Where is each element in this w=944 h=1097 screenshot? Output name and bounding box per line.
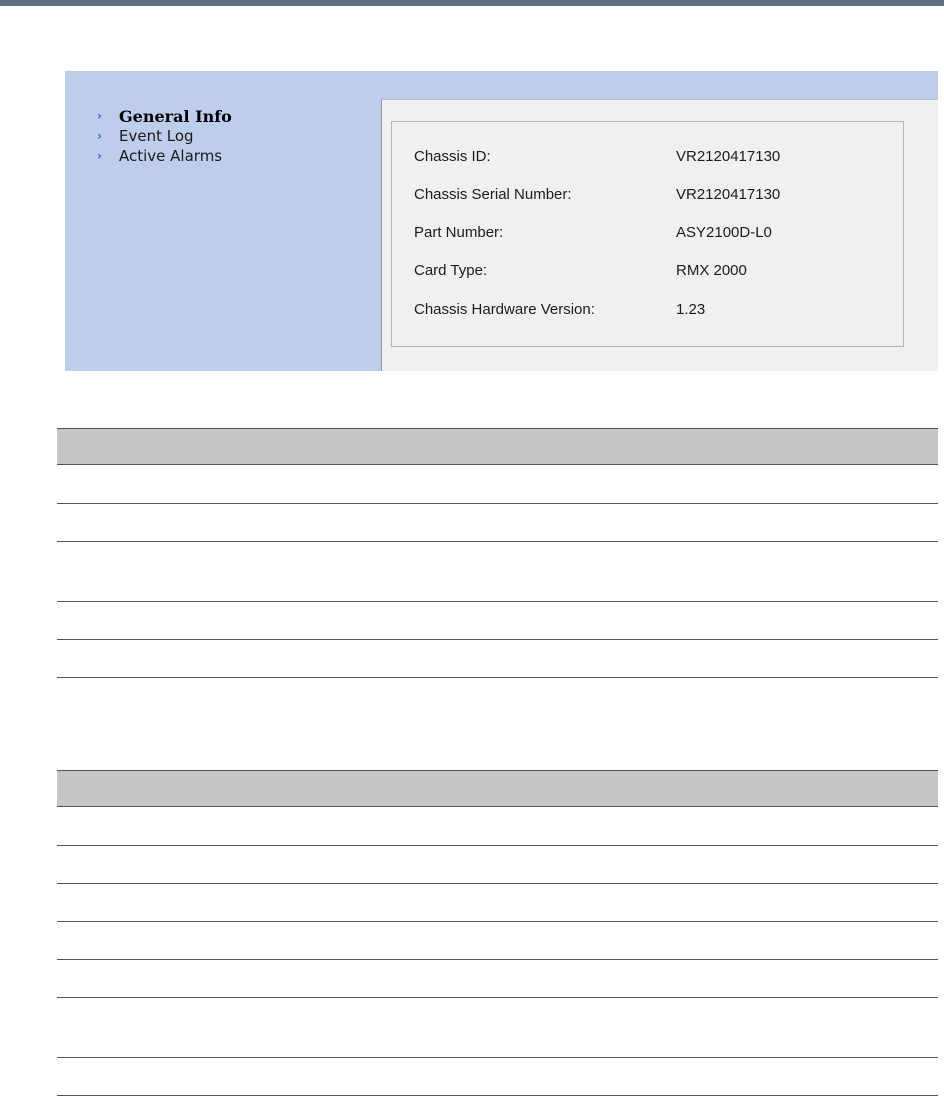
table-1 <box>57 428 938 678</box>
table-2 <box>57 770 938 1096</box>
info-value: ASY2100D-L0 <box>676 224 772 241</box>
table-row <box>57 465 938 504</box>
table-row <box>57 602 938 640</box>
general-info-box <box>391 121 904 347</box>
table-row <box>57 807 938 846</box>
info-value: RMX 2000 <box>676 262 747 279</box>
table-row <box>57 960 938 998</box>
nav-item-active-alarms[interactable] <box>97 146 232 166</box>
info-value: VR2120417130 <box>676 186 781 203</box>
table-row <box>57 846 938 884</box>
top-bar <box>0 0 944 6</box>
table-header <box>57 770 938 807</box>
table-row <box>57 884 938 922</box>
nav-item-label: Active Alarms <box>119 147 223 165</box>
nav-item-label: Event Log <box>119 127 194 145</box>
chevron-right-icon: › <box>97 109 102 123</box>
table-row <box>57 640 938 678</box>
nav-item-event-log[interactable] <box>97 126 232 146</box>
content-pane <box>381 99 938 371</box>
chevron-right-icon: › <box>97 149 102 163</box>
table-row <box>57 504 938 542</box>
info-label: Chassis Hardware Version: <box>414 301 595 318</box>
info-label: Card Type: <box>414 262 488 279</box>
info-label: Chassis Serial Number: <box>414 186 572 203</box>
table-row <box>57 922 938 960</box>
table-row <box>57 1058 938 1096</box>
hardware-monitor-screenshot <box>65 71 938 371</box>
info-label: Chassis ID: <box>414 148 491 165</box>
chevron-right-icon: › <box>97 129 102 143</box>
table-row <box>57 542 938 602</box>
info-value: VR2120417130 <box>676 148 781 165</box>
nav-item-label: General Info <box>119 106 232 126</box>
table-header <box>57 428 938 465</box>
table-row <box>57 998 938 1058</box>
info-label: Part Number: <box>414 224 504 241</box>
info-value: 1.23 <box>676 301 706 318</box>
sidebar-nav <box>97 106 232 166</box>
nav-item-general-info[interactable] <box>97 106 232 126</box>
